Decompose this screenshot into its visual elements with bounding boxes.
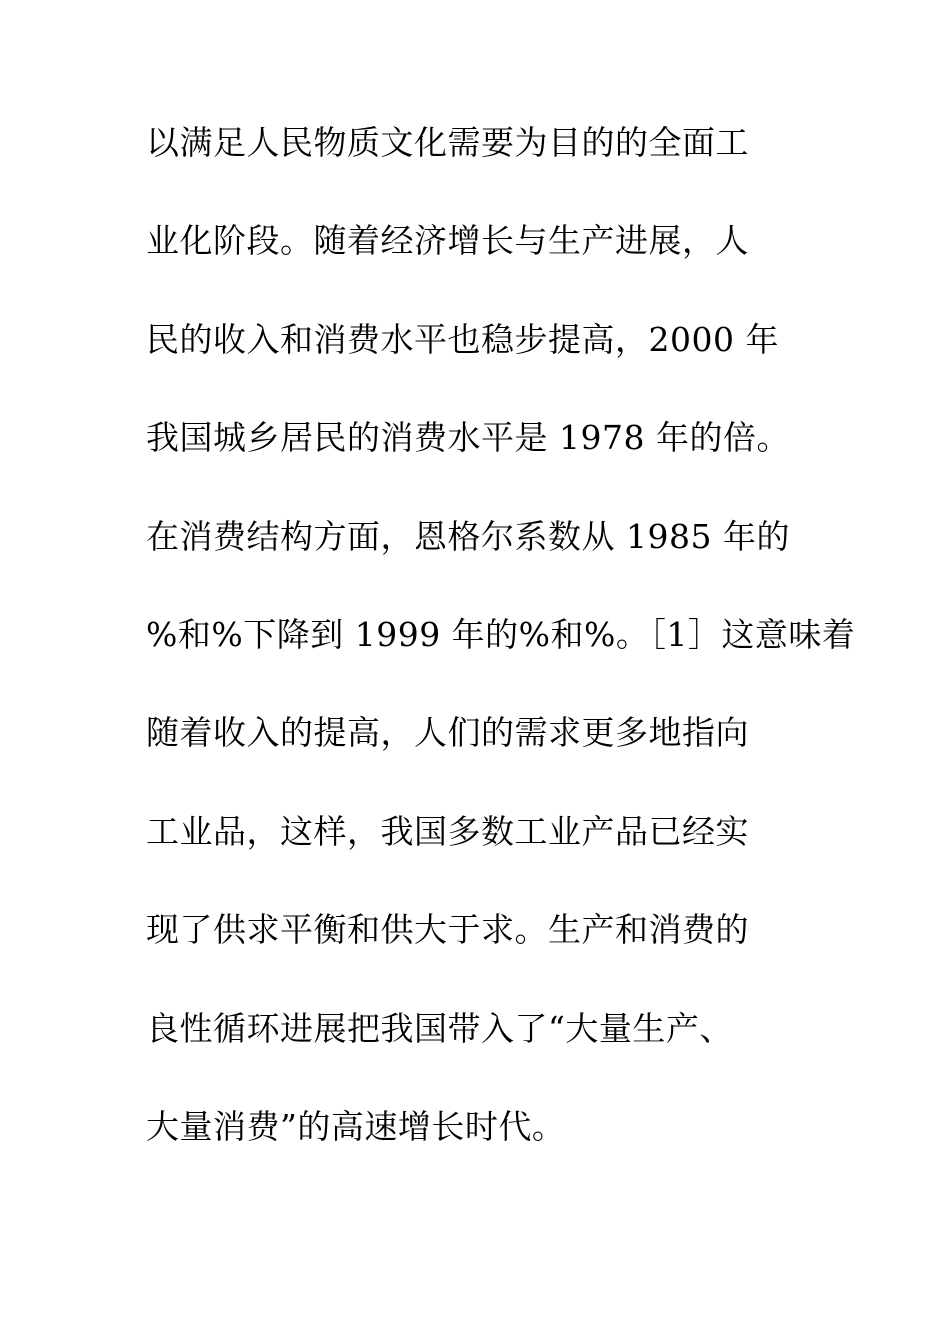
text-line-2: 业化阶段。随着经济增长与生产进展，人 bbox=[146, 221, 749, 261]
body-paragraph bbox=[146, 123, 856, 1208]
text-line-4: 我国城乡居民的消费水平是 1978 年的倍。 bbox=[146, 418, 790, 458]
text-line-3: 民的收入和消费水平也稳步提高，2000 年 bbox=[146, 319, 779, 359]
text-line-11: 大量消费”的高速增长时代。 bbox=[146, 1106, 566, 1146]
text-line-6: %和%下降到 1999 年的%和%。［1］这意味着 bbox=[146, 614, 856, 654]
text-line-9: 现了供求平衡和供大于求。生产和消费的 bbox=[146, 910, 749, 950]
text-line-7: 随着收入的提高，人们的需求更多地指向 bbox=[146, 713, 749, 753]
text-line-1: 以满足人民物质文化需要为目的的全面工 bbox=[146, 123, 749, 162]
text-line-5: 在消费结构方面，恩格尔系数从 1985 年的 bbox=[146, 516, 790, 556]
text-line-10: 良性循环进展把我国带入了“大量生产、 bbox=[146, 1008, 733, 1048]
text-line-8: 工业品，这样，我国多数工业产品已经实 bbox=[146, 811, 749, 851]
